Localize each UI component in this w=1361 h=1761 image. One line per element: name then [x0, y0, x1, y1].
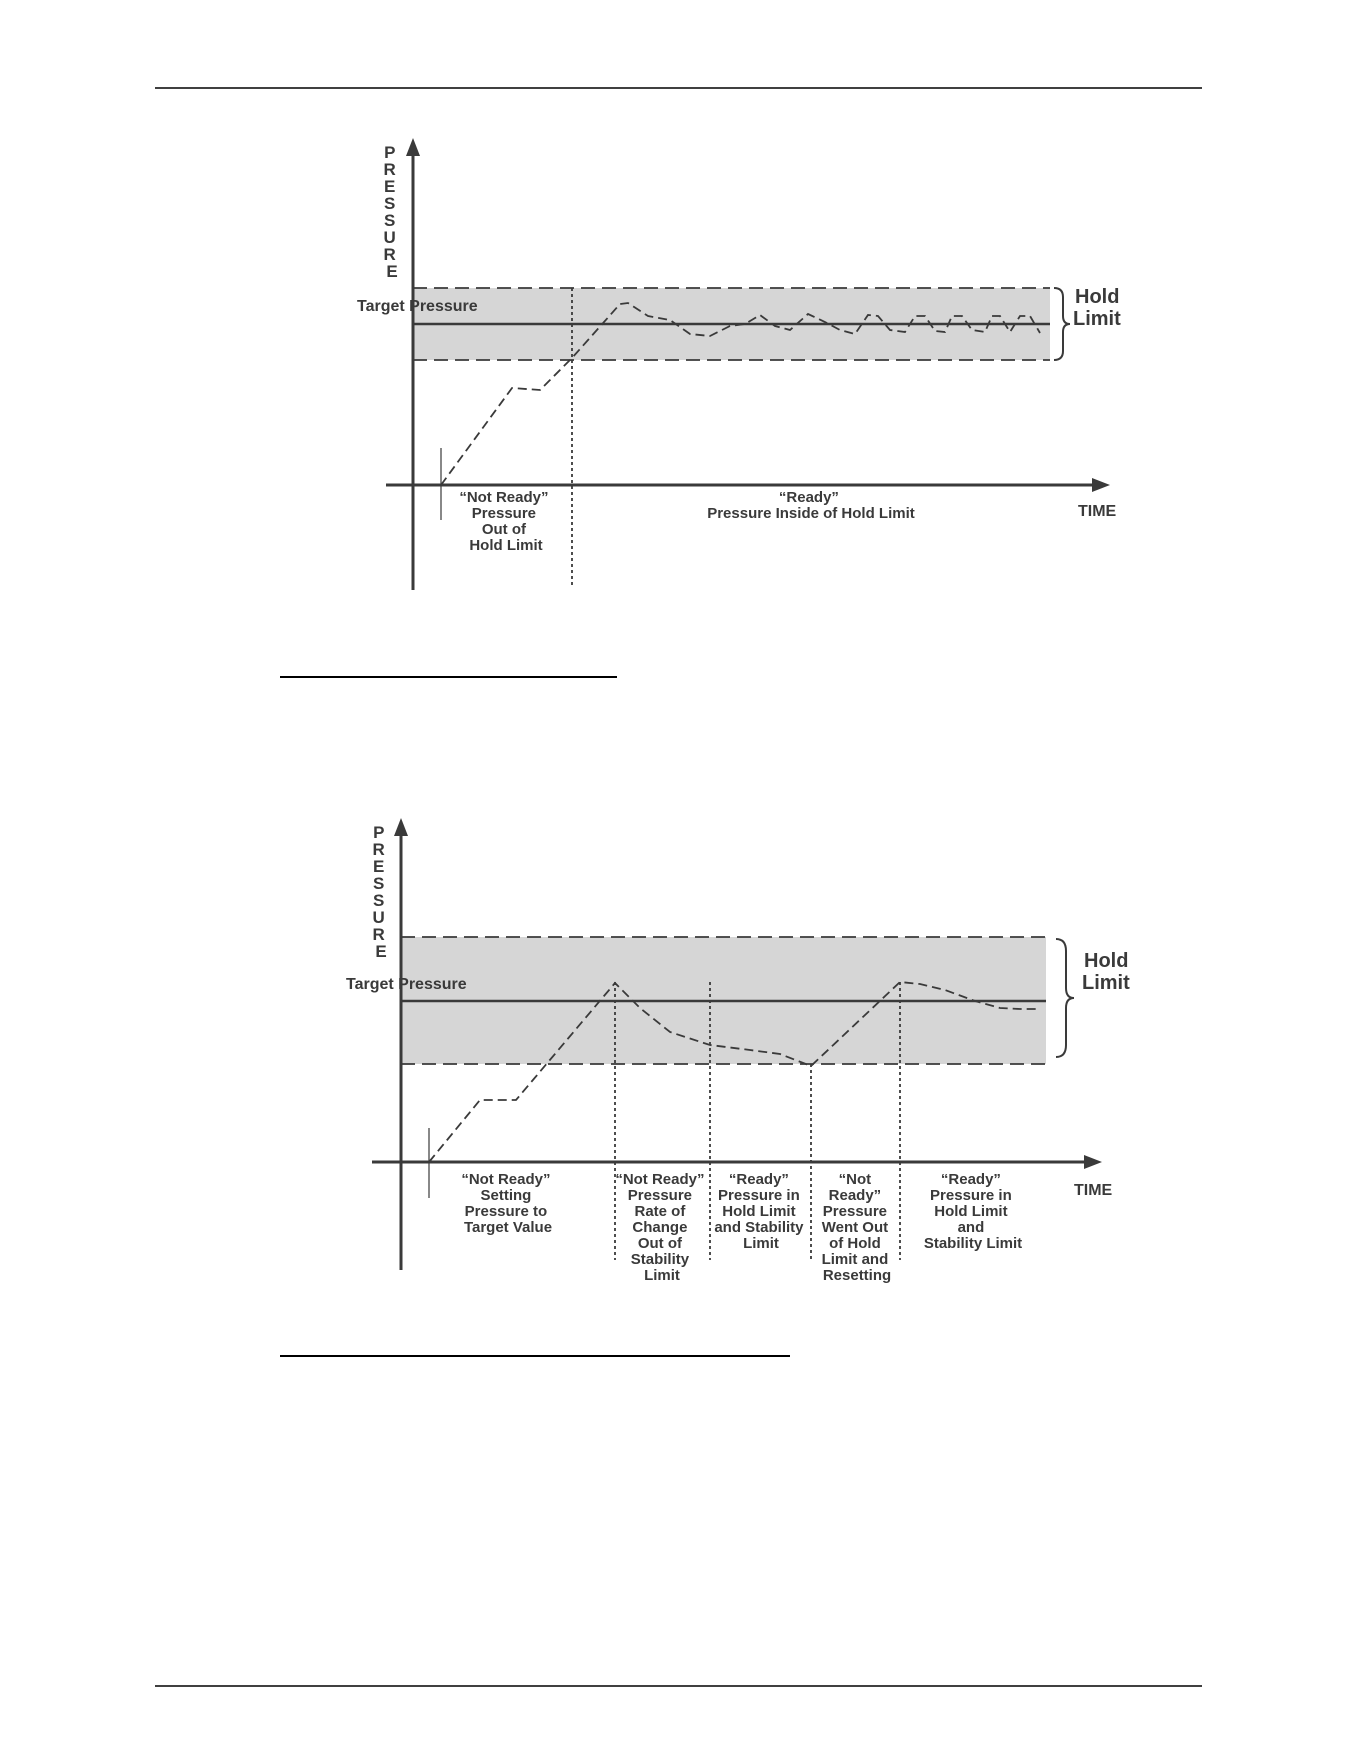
y-axis-letter: R	[372, 925, 385, 944]
y-axis-letter: E	[372, 857, 385, 876]
phase-label-setting-pressure	[461, 1171, 554, 1236]
phase-label-line: Went Out	[821, 1219, 889, 1236]
hold-limit-brace	[1056, 939, 1074, 1057]
y-axis-label	[383, 143, 400, 281]
y-axis-letter: P	[384, 143, 396, 162]
y-axis-arrow	[394, 818, 408, 836]
phase-label-line: “Not	[838, 1171, 872, 1188]
phase-label-line: Pressure	[822, 1203, 888, 1220]
phase-label-line: and	[957, 1219, 985, 1236]
target-pressure-label: Target Pressure	[357, 298, 478, 315]
phase-label-resetting	[822, 1171, 893, 1284]
phase-label-line: “Not Ready”	[459, 489, 549, 506]
target-pressure-label: Target Pressure	[346, 976, 467, 993]
phase-label-line: Pressure to	[464, 1203, 548, 1220]
y-axis-letter: R	[372, 840, 385, 859]
phase-label-line: Change	[632, 1219, 688, 1236]
x-axis-arrow	[1092, 478, 1110, 492]
phase-label-line: of Hold	[829, 1235, 881, 1252]
phase-label-line: Target Value	[463, 1219, 553, 1236]
y-axis-letter: U	[372, 908, 385, 927]
phase-label-line: Hold Limit	[722, 1203, 796, 1220]
phase-label-not-ready	[459, 489, 552, 554]
phase-label-line: “Ready”	[778, 489, 839, 506]
phase-label-line: Limit	[743, 1235, 779, 1252]
y-axis-letter: R	[383, 160, 396, 179]
hold-limit-label-line: Limit	[1073, 308, 1121, 330]
hold-limit-label-line: Hold	[1084, 950, 1129, 972]
y-axis-label	[372, 823, 389, 961]
phase-label-line: Limit	[644, 1267, 680, 1284]
phase-label-ready	[707, 489, 915, 522]
phase-label-line: Stability	[630, 1251, 690, 1268]
phase-label-rate-of-change	[615, 1171, 708, 1284]
y-axis-arrow	[406, 138, 420, 156]
phase-label-line: “Ready”	[728, 1171, 789, 1188]
y-axis-letter: S	[372, 874, 385, 893]
phase-label-line: “Ready”	[940, 1171, 1001, 1188]
y-axis-letter: E	[383, 177, 396, 196]
hold-limit-label-line: Hold	[1075, 286, 1120, 308]
phase-label-line: Out of	[637, 1235, 682, 1252]
phase-label-line: Ready”	[828, 1187, 882, 1204]
phase-label-line: Stability Limit	[923, 1235, 1023, 1252]
phase-label-line: Hold Limit	[469, 537, 543, 554]
hold-limit-label-line: Limit	[1082, 972, 1130, 994]
phase-label-line: Pressure	[471, 505, 537, 522]
phase-label-line: Rate of	[634, 1203, 686, 1220]
phase-label-line: Pressure	[627, 1187, 693, 1204]
diagram-ready-state	[357, 138, 1121, 590]
hold-limit-brace	[1054, 288, 1070, 360]
phase-label-line: Out of	[481, 521, 526, 538]
phase-label-line: Limit and	[821, 1251, 889, 1268]
phase-label-line: Pressure in	[718, 1187, 800, 1204]
y-axis-letter: S	[383, 194, 396, 213]
x-axis-arrow	[1084, 1155, 1102, 1169]
phase-label-line: “Not Ready”	[461, 1171, 551, 1188]
phase-label-ready-stability	[714, 1171, 807, 1252]
phase-label-line: and Stability	[714, 1219, 804, 1236]
phase-label-line: Pressure in	[930, 1187, 1012, 1204]
y-axis-letter: R	[383, 245, 396, 264]
phase-label-line: Setting	[480, 1187, 532, 1204]
phase-label-line: Pressure Inside of Hold Limit	[707, 505, 915, 522]
y-axis-letter: U	[383, 228, 396, 247]
y-axis-letter: S	[383, 211, 396, 230]
phase-label-line: Hold Limit	[934, 1203, 1008, 1220]
y-axis-letter: P	[373, 823, 385, 842]
phase-label-line: “Not Ready”	[615, 1171, 705, 1188]
phase-label-ready-final	[924, 1171, 1022, 1252]
y-axis-letter: E	[375, 942, 387, 961]
diagram-stability-state	[346, 818, 1130, 1284]
phase-label-line: Resetting	[822, 1267, 892, 1284]
x-axis-label: TIME	[1074, 1182, 1113, 1199]
y-axis-letter: S	[372, 891, 385, 910]
y-axis-letter: E	[386, 262, 398, 281]
x-axis-label: TIME	[1078, 503, 1117, 520]
